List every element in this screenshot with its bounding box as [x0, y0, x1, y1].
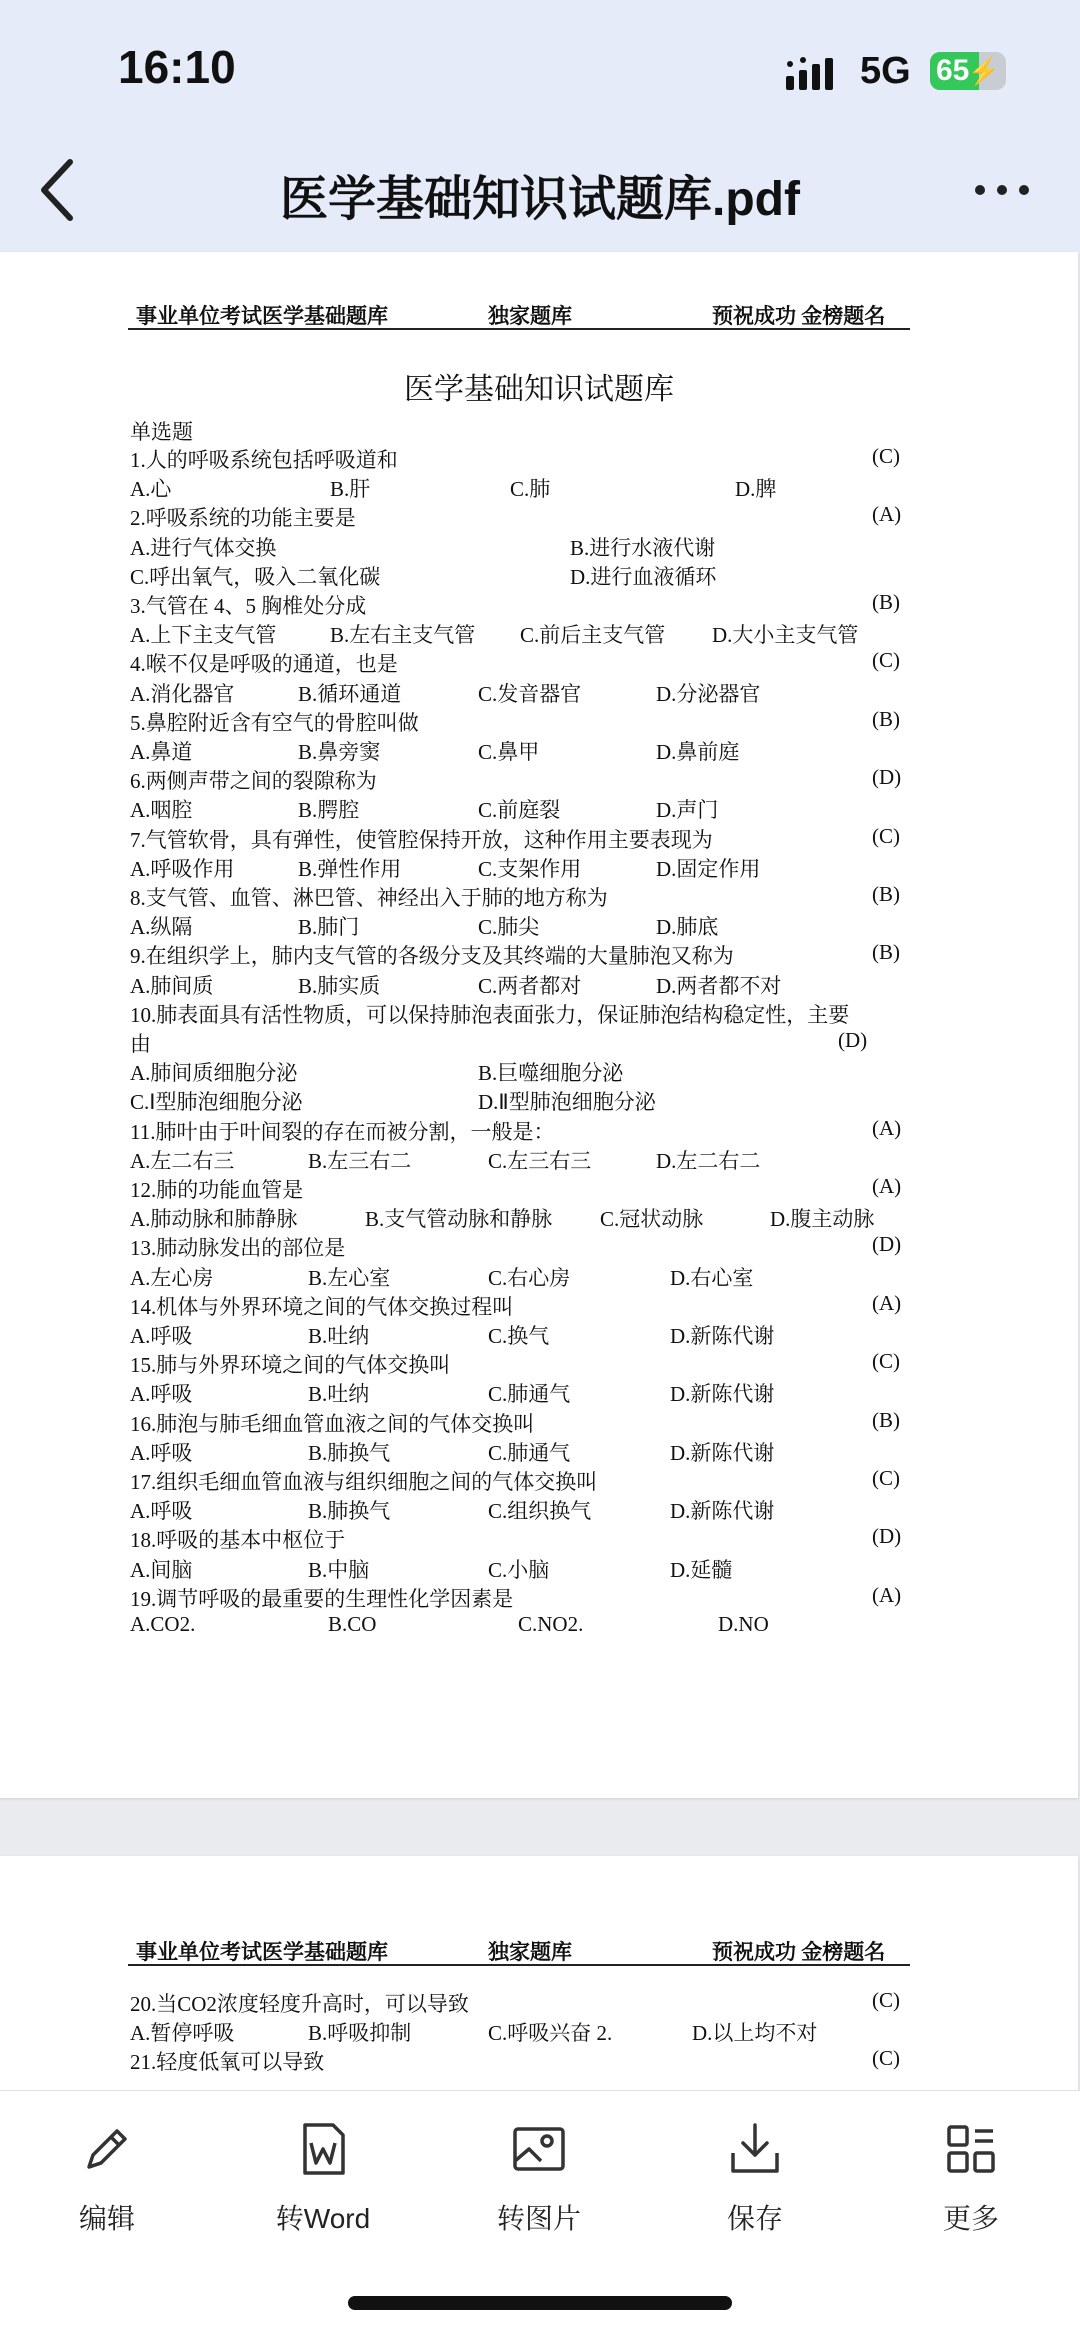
header-left: 事业单位考试医学基础题库	[136, 304, 388, 328]
option: D.进行血液循环	[570, 564, 717, 589]
option: D.左二右二	[656, 1148, 761, 1173]
option: B.进行水液代谢	[570, 535, 716, 560]
question-text: 15.肺与外界环境之间的气体交换叫	[130, 1353, 451, 1378]
option: B.腭腔	[298, 798, 360, 823]
option: D.新陈代谢	[670, 1382, 775, 1407]
option: A.上下主支气管	[130, 623, 277, 648]
option: B.弹性作用	[298, 856, 402, 881]
option: C.前后主支气管	[520, 623, 666, 648]
option: C.肺尖	[478, 915, 540, 940]
option: C.发音器官	[478, 681, 582, 706]
answer-key: (C)	[872, 1349, 900, 1374]
answer-key: (B)	[872, 1407, 900, 1432]
option: B.中脑	[308, 1557, 370, 1582]
answer-key: (B)	[872, 706, 900, 731]
option: A.暂停呼吸	[130, 2021, 235, 2046]
pencil-icon	[79, 2121, 135, 2177]
image-icon	[511, 2121, 567, 2177]
option: A.CO2.	[130, 1612, 196, 1636]
question-text: 5.鼻腔附近含有空气的骨腔叫做	[130, 710, 419, 735]
option: C.前庭裂	[478, 798, 561, 823]
edit-button[interactable]	[32, 2121, 182, 2237]
edit-label: 编辑	[78, 2203, 135, 2234]
option: A.间脑	[130, 1557, 193, 1582]
charging-bolt-icon: ⚡	[967, 56, 1000, 86]
top-bar	[0, 0, 1080, 252]
option: B.肝	[330, 477, 371, 502]
option: D.NO	[718, 1612, 769, 1636]
to-image-label: 转图片	[496, 2203, 581, 2234]
option: B.肺门	[298, 915, 360, 940]
question-text: 18.呼吸的基本中枢位于	[130, 1528, 346, 1553]
option: B.肺换气	[308, 1440, 391, 1465]
header-left: 事业单位考试医学基础题库	[136, 1940, 388, 1964]
option: D.固定作用	[656, 856, 761, 881]
option: C.鼻甲	[478, 740, 540, 764]
answer-key: (B)	[872, 940, 900, 965]
option: B.吐纳	[308, 1324, 370, 1348]
question-text-cont: 由	[130, 1032, 151, 1056]
option: A.心	[130, 477, 172, 502]
more-button[interactable]	[896, 2121, 1046, 2237]
document-title: 医学基础知识试题库.pdf	[280, 173, 800, 226]
answer-key: (C)	[872, 648, 900, 673]
question-text: 19.调节呼吸的最重要的生理性化学因素是	[130, 1586, 514, 1611]
header-right: 预祝成功 金榜题名	[712, 1940, 886, 1964]
option: D.大小主支气管	[712, 623, 859, 648]
option: B.肺实质	[298, 973, 381, 998]
option: A.左心房	[130, 1265, 214, 1290]
option: B.吐纳	[308, 1382, 370, 1407]
header-middle: 独家题库	[488, 1940, 572, 1964]
pdf-page-2[interactable]	[0, 1856, 1078, 2096]
option: A.肺间质	[130, 973, 214, 998]
option: A.呼吸	[130, 1440, 193, 1465]
question-text: 17.组织毛细血管血液与组织细胞之间的气体交换叫	[130, 1470, 598, 1494]
option: C.NO2.	[518, 1612, 584, 1636]
option: C.小脑	[488, 1557, 550, 1582]
option: B.左心室	[308, 1265, 391, 1290]
option: B.循环通道	[298, 681, 402, 706]
option: B.鼻旁窦	[298, 740, 381, 764]
option: A.呼吸	[130, 1499, 193, 1524]
answer-key: (B)	[872, 590, 900, 614]
option: C.组织换气	[488, 1499, 592, 1524]
answer-key: (C)	[872, 2046, 900, 2071]
question-text: 3.气管在 4、5 胸椎处分成	[130, 594, 367, 618]
question-text: 11.肺叶由于叶间裂的存在而被分割，一般是：	[130, 1119, 555, 1144]
answer-key: (D)	[838, 1028, 868, 1052]
option: B.CO	[328, 1612, 377, 1636]
answer-key: (A)	[872, 1582, 902, 1607]
option: C.呼吸兴奋 2.	[488, 2021, 613, 2046]
option: B.巨噬细胞分泌	[478, 1061, 624, 1086]
option: B.支气管动脉和静脉	[365, 1207, 553, 1232]
answer-key: (C)	[872, 1988, 900, 2012]
option: D.新陈代谢	[670, 1324, 775, 1348]
question-text: 1.人的呼吸系统包括呼吸道和	[130, 448, 398, 472]
option: C.左三右三	[488, 1148, 592, 1173]
option: C.冠状动脉	[600, 1207, 704, 1232]
option: A.呼吸作用	[130, 856, 235, 881]
option: C.两者都对	[478, 973, 582, 998]
question-text: 14.机体与外界环境之间的气体交换过程叫	[130, 1294, 514, 1319]
pdf-page-1[interactable]	[0, 252, 1078, 1798]
signal-icon	[786, 56, 846, 90]
option: D.声门	[656, 798, 719, 823]
option: C.肺通气	[488, 1382, 571, 1407]
option: A.肺间质细胞分泌	[130, 1061, 298, 1086]
word-doc-icon	[295, 2121, 351, 2177]
battery-percent: 65	[936, 54, 970, 87]
answer-key: (C)	[872, 444, 900, 468]
option: D.腹主动脉	[770, 1207, 875, 1232]
answer-key: (A)	[872, 1115, 902, 1140]
option: A.呼吸	[130, 1324, 193, 1348]
option: D.脾	[735, 477, 777, 502]
option: A.左二右三	[130, 1148, 235, 1173]
header-middle: 独家题库	[488, 304, 572, 328]
option: A.肺动脉和肺静脉	[130, 1207, 298, 1232]
paper-title: 医学基础知识试题库	[404, 373, 674, 406]
network-type: 5G	[860, 50, 911, 92]
option: C.呼出氧气，吸入二氧化碳	[130, 564, 381, 589]
question-text: 7.气管软骨，具有弹性，使管腔保持开放，这种作用主要表现为	[130, 827, 713, 852]
status-time: 16:10	[118, 41, 236, 93]
to-word-button[interactable]	[248, 2121, 398, 2237]
section-label: 单选题	[130, 420, 193, 444]
save-label: 保存	[726, 2203, 783, 2234]
question-text: 9.在组织学上，肺内支气管的各级分支及其终端的大量肺泡又称为	[130, 944, 734, 969]
option: B.左右主支气管	[330, 623, 476, 648]
option: A.消化器官	[130, 681, 235, 706]
question-text: 6.两侧声带之间的裂隙称为	[130, 769, 377, 794]
option: D.鼻前庭	[656, 740, 740, 764]
question-text: 2.呼吸系统的功能主要是	[130, 506, 356, 531]
option: D.两者都不对	[656, 973, 782, 998]
question-text: 16.肺泡与肺毛细血管血液之间的气体交换叫	[130, 1411, 535, 1436]
answer-key: (D)	[872, 1524, 902, 1549]
option: C.换气	[488, 1324, 550, 1348]
option: C.Ⅰ型肺泡细胞分泌	[130, 1090, 303, 1115]
question-text: 20.当CO2浓度轻度升高时，可以导致	[130, 1992, 469, 2016]
more-label: 更多	[942, 2203, 999, 2234]
option: D.Ⅱ型肺泡细胞分泌	[478, 1090, 656, 1115]
answer-key: (D)	[872, 1232, 902, 1257]
header-right: 预祝成功 金榜题名	[712, 304, 886, 328]
question-text: 13.肺动脉发出的部位是	[130, 1236, 346, 1261]
to-word-label: 转Word	[275, 2203, 371, 2234]
question-text: 4.喉不仅是呼吸的通道，也是	[130, 652, 398, 677]
answer-key: (A)	[872, 502, 902, 527]
answer-key: (A)	[872, 1174, 902, 1198]
battery-indicator	[930, 52, 1006, 90]
home-indicator[interactable]	[348, 2296, 732, 2310]
option: B.肺换气	[308, 1499, 391, 1524]
option: D.以上均不对	[692, 2021, 818, 2046]
option: D.延髓	[670, 1557, 733, 1582]
option: A.进行气体交换	[130, 535, 277, 560]
option: B.呼吸抑制	[308, 2021, 412, 2046]
option: A.鼻道	[130, 740, 193, 764]
option: D.新陈代谢	[670, 1499, 775, 1524]
answer-key: (C)	[872, 1466, 900, 1490]
to-image-button[interactable]	[464, 2121, 614, 2237]
question-text: 21.轻度低氧可以导致	[130, 2050, 325, 2075]
option: D.肺底	[656, 915, 719, 940]
option: B.左三右二	[308, 1148, 412, 1173]
download-icon	[727, 2121, 783, 2177]
question-text: 10.肺表面具有活性物质，可以保持肺泡表面张力，保证肺泡结构稳定性，主要	[130, 1002, 850, 1027]
more-dots-icon[interactable]	[972, 180, 1032, 200]
option: A.咽腔	[130, 798, 193, 823]
option: C.支架作用	[478, 856, 582, 881]
option: C.右心房	[488, 1265, 571, 1290]
answer-key: (D)	[872, 765, 902, 790]
option: C.肺通气	[488, 1440, 571, 1465]
question-text: 12.肺的功能血管是	[130, 1178, 304, 1202]
answer-key: (C)	[872, 823, 900, 848]
answer-key: (A)	[872, 1290, 902, 1315]
save-button[interactable]	[680, 2121, 830, 2237]
grid-icon	[943, 2121, 999, 2177]
question-text: 8.支气管、血管、淋巴管、神经出入于肺的地方称为	[130, 886, 608, 910]
option: D.新陈代谢	[670, 1440, 775, 1465]
option: A.呼吸	[130, 1382, 193, 1407]
page-header	[128, 1936, 910, 1966]
option: A.纵隔	[130, 915, 193, 940]
option: D.右心室	[670, 1265, 754, 1290]
option: C.肺	[510, 477, 551, 502]
option: D.分泌器官	[656, 681, 761, 706]
page-header	[128, 300, 910, 330]
answer-key: (B)	[872, 882, 900, 906]
